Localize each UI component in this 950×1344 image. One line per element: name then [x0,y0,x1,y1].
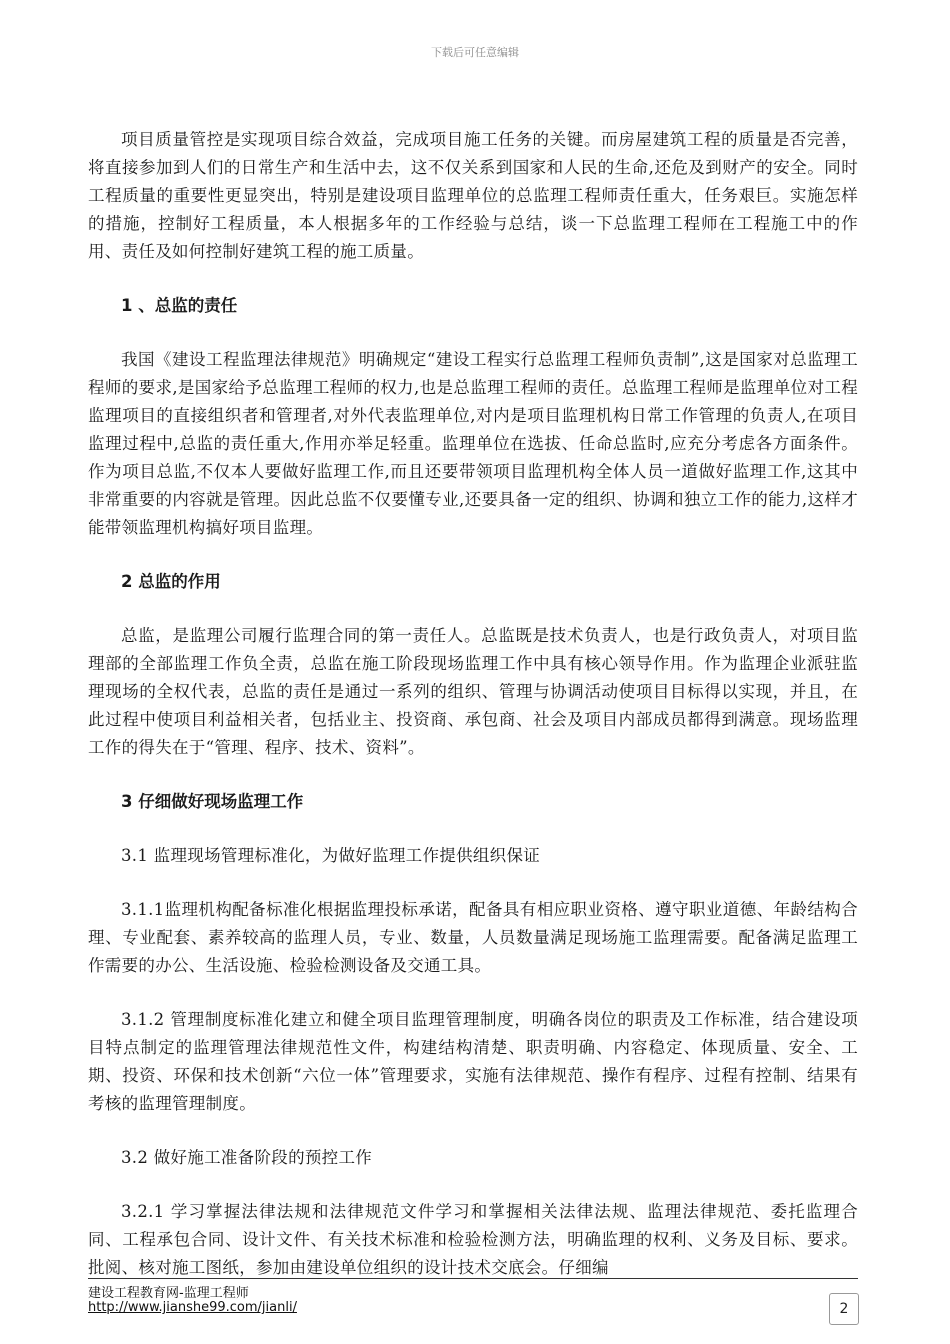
subheading-3-1: 3.1 监理现场管理标准化，为做好监理工作提供组织保证 [121,846,541,865]
section-heading-2: 2 总监的作用 [121,572,221,591]
section-heading-1: 1 、总监的责任 [121,296,238,315]
footer-link[interactable]: http://www.jianshe99.com/jianli/ [88,1300,297,1315]
paragraph-3-1-1: 3.1.1监理机构配备标准化根据监理投标承诺，配备具有相应职业资格、遵守职业道德、年龄结构合理、专业配套、素养较高的监理人员，专业、数量，人员数量满足现场施工监理需要。配备满足监理工作需要的办公、生活设施、检验检测设备及交通工具。 [88,900,858,975]
paragraph-role: 总监，是监理公司履行监理合同的第一责任人。总监既是技术负责人，也是行政负责人，对项目监理部的全部监理工作负全责，总监在施工阶段现场监理工作中具有核心领导作用。作为监理企业派驻监理现场的全权代表，总监的责任是通过一系列的组织、管理与协调活动使项目目标得以实现，并且，在此过程中使项目利益相关者，包括业主、投资商、承包商、社会及项目内部成员都得到满意。现场监理工作的得失在于“管理、程序、技术、资料”。 [88,626,858,757]
subheading-3-2: 3.2 做好施工准备阶段的预控工作 [121,1148,373,1167]
footer-title: 建设工程教育网-监理工程师 [88,1286,249,1301]
paragraph-responsibility: 我国《建设工程监理法律规范》明确规定“建设工程实行总监理工程师负责制”,这是国家对总监理工程师的要求,是国家给予总监理工程师的权力,也是总监理工程师的责任。总监理工程师是监理单位对工程监理项目的直接组织者和管理者,对外代表监理单位,对内是项目监理机构日常工作管理的负责人,在项目监理过程中,总监的责任重大,作用亦举足轻重。监理单位在选拔、任命总监时,应充分考虑各方面条件。作为项目总监,不仅本人要做好监理工作,而且还要带领项目监理机构全体人员一道做好监理工作,这其中非常重要的内容就是管理。因此总监不仅要懂专业,还要具备一定的组织、协调和独立工作的能力,这样才能带领监理机构搞好项目监理。 [88,350,858,537]
paragraph-3-2-1: 3.2.1 学习掌握法律法规和法律规范文件学习和掌握相关法律法规、监理法律规范、委托监理合同、工程承包合同、设计文件、有关技术标准和检验检测方法，明确监理的权利、义务及目标、要求。批阅、核对施工图纸，参加由建设单位组织的设计技术交底会。仔细编 [88,1202,858,1277]
page-number: 2 [829,1293,859,1325]
paragraph-3-1-2: 3.1.2 管理制度标准化建立和健全项目监理管理制度，明确各岗位的职责及工作标准，结合建设项目特点制定的监理管理法律规范性文件，构建结构清楚、职责明确、内容稳定、体现质量、安全、工期、投资、环保和技术创新“六位一体”管理要求，实施有法律规范、操作有程序、过程有控制、结果有考核的监理管理制度。 [88,1010,858,1113]
intro-paragraph: 项目质量管控是实现项目综合效益，完成项目施工任务的关键。而房屋建筑工程的质量是否完善，将直接参加到人们的日常生产和生活中去，这不仅关系到国家和人民的生命,还危及到财产的安全。同时工程质量的重要性更显突出，特别是建设项目监理单位的总监理工程师责任重大，任务艰巨。实施怎样的措施，控制好工程质量，本人根据多年的工作经验与总结，谈一下总监理工程师在工程施工中的作用、责任及如何控制好建筑工程的施工质量。 [88,130,858,261]
document-body [88,126,858,1282]
page-header: 下载后可任意编辑 [431,46,519,59]
footer-divider [88,1278,858,1279]
section-heading-3: 3 仔细做好现场监理工作 [121,792,304,811]
